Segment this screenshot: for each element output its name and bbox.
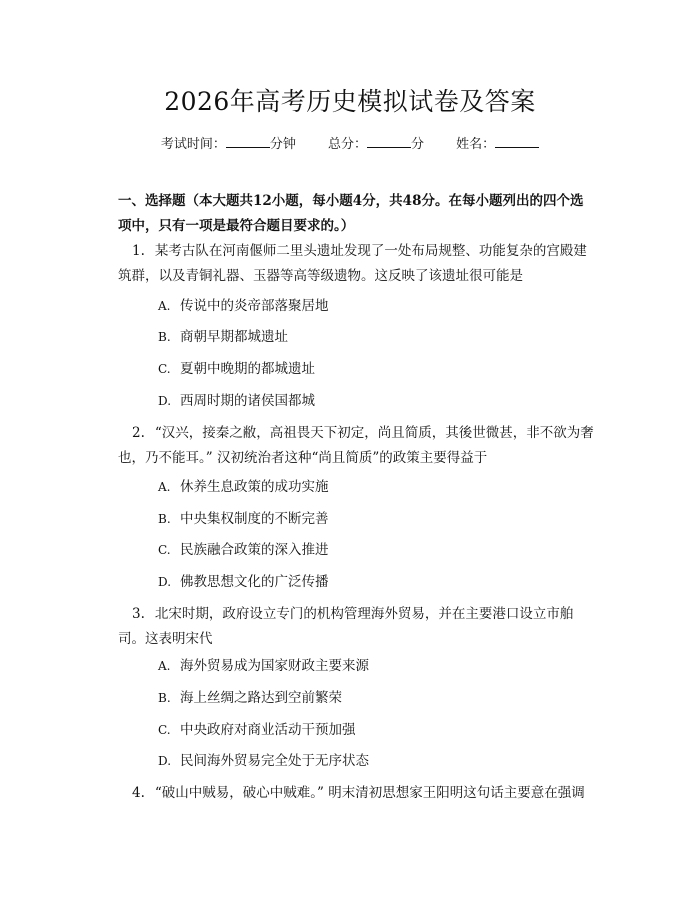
page-title: 2026年高考历史模拟试卷及答案 [164, 87, 536, 116]
option-text: 商朝早期都城遗址 [180, 329, 288, 345]
option-letter: A. [158, 480, 171, 494]
option-letter: B. [158, 691, 171, 705]
option-text: 休养生息政策的成功实施 [180, 479, 329, 495]
option-letter: A. [158, 659, 171, 673]
section-heading: 一、选择题（本大题共12小题，每小题4分，共48分。在每小题列出的四个选项中，只有一项是最符合题目要求的。） [118, 193, 584, 234]
question-3-option-b [158, 688, 342, 708]
question-3-option-d [158, 751, 369, 771]
question-4 [118, 781, 594, 806]
option-letter: B. [158, 512, 171, 526]
option-letter: B. [158, 330, 171, 344]
option-text: 海上丝绸之路达到空前繁荣 [180, 690, 342, 706]
exam-time-blank [226, 135, 270, 148]
question-number: 2. [132, 425, 145, 441]
option-letter: C. [158, 723, 171, 737]
question-3-option-a [158, 656, 369, 676]
question-2-option-b [158, 509, 329, 529]
option-letter: D. [158, 754, 172, 768]
exam-time [161, 137, 300, 152]
exam-time-unit: 分钟 [269, 137, 296, 152]
question-text: “破山中贼易，破心中贼难。” 明末清初思想家王阳明这句话主要意在强调 [154, 785, 585, 801]
student-name [456, 137, 539, 152]
question-number: 1. [132, 243, 145, 259]
question-3 [118, 602, 594, 652]
option-text: 中央集权制度的不断完善 [180, 511, 329, 527]
option-text: 民族融合政策的深入推进 [180, 542, 329, 558]
option-letter: D. [158, 394, 172, 408]
option-text: 佛教思想文化的广泛传播 [180, 574, 329, 590]
option-letter: C. [158, 362, 171, 376]
total-score-unit: 分 [411, 137, 425, 152]
option-text: 夏朝中晚期的都城遗址 [180, 361, 315, 377]
option-text: 海外贸易成为国家财政主要来源 [180, 658, 369, 674]
question-2-option-a [158, 477, 329, 497]
option-text: 民间海外贸易完全处于无序状态 [180, 753, 369, 769]
exam-info-line [0, 133, 700, 152]
total-score-label: 总分： [327, 137, 367, 152]
option-letter: C. [158, 543, 171, 557]
question-2-option-d [158, 572, 329, 592]
question-number: 4. [132, 785, 145, 801]
question-1-option-b [158, 327, 288, 347]
option-letter: A. [158, 299, 171, 313]
question-3-option-c [158, 720, 356, 740]
question-1-option-a [158, 296, 329, 316]
question-2 [118, 421, 594, 471]
option-text: 西周时期的诸侯国都城 [180, 393, 315, 409]
question-text: 北宋时期，政府设立专门的机构管理海外贸易，并在主要港口设立市舶司。这表明宋代 [118, 606, 574, 647]
option-letter: D. [158, 575, 172, 589]
option-text: 中央政府对商业活动干预加强 [180, 722, 356, 738]
total-score [328, 137, 428, 152]
question-1 [118, 239, 594, 289]
question-1-option-d [158, 391, 315, 411]
option-text: 传说中的炎帝部落聚居地 [180, 298, 329, 314]
question-number: 3. [132, 606, 145, 622]
student-name-label: 姓名： [456, 137, 496, 152]
total-score-blank [367, 135, 411, 148]
question-2-option-c [158, 540, 329, 560]
question-text: 某考古队在河南偃师二里头遗址发现了一处布局规整、功能复杂的宫殿建筑群，以及青铜礼器、玉器等高等级遗物。这反映了该遗址很可能是 [118, 243, 587, 284]
student-name-blank [495, 135, 539, 148]
question-1-option-c [158, 359, 315, 379]
exam-time-label: 考试时间： [160, 137, 226, 152]
question-text: “汉兴，接秦之敝，高祖畏天下初定，尚且简质，其後世微甚，非不欲为奢也，乃不能耳。” 汉初统治者这种“尚且简质”的政策主要得益于 [118, 425, 594, 466]
